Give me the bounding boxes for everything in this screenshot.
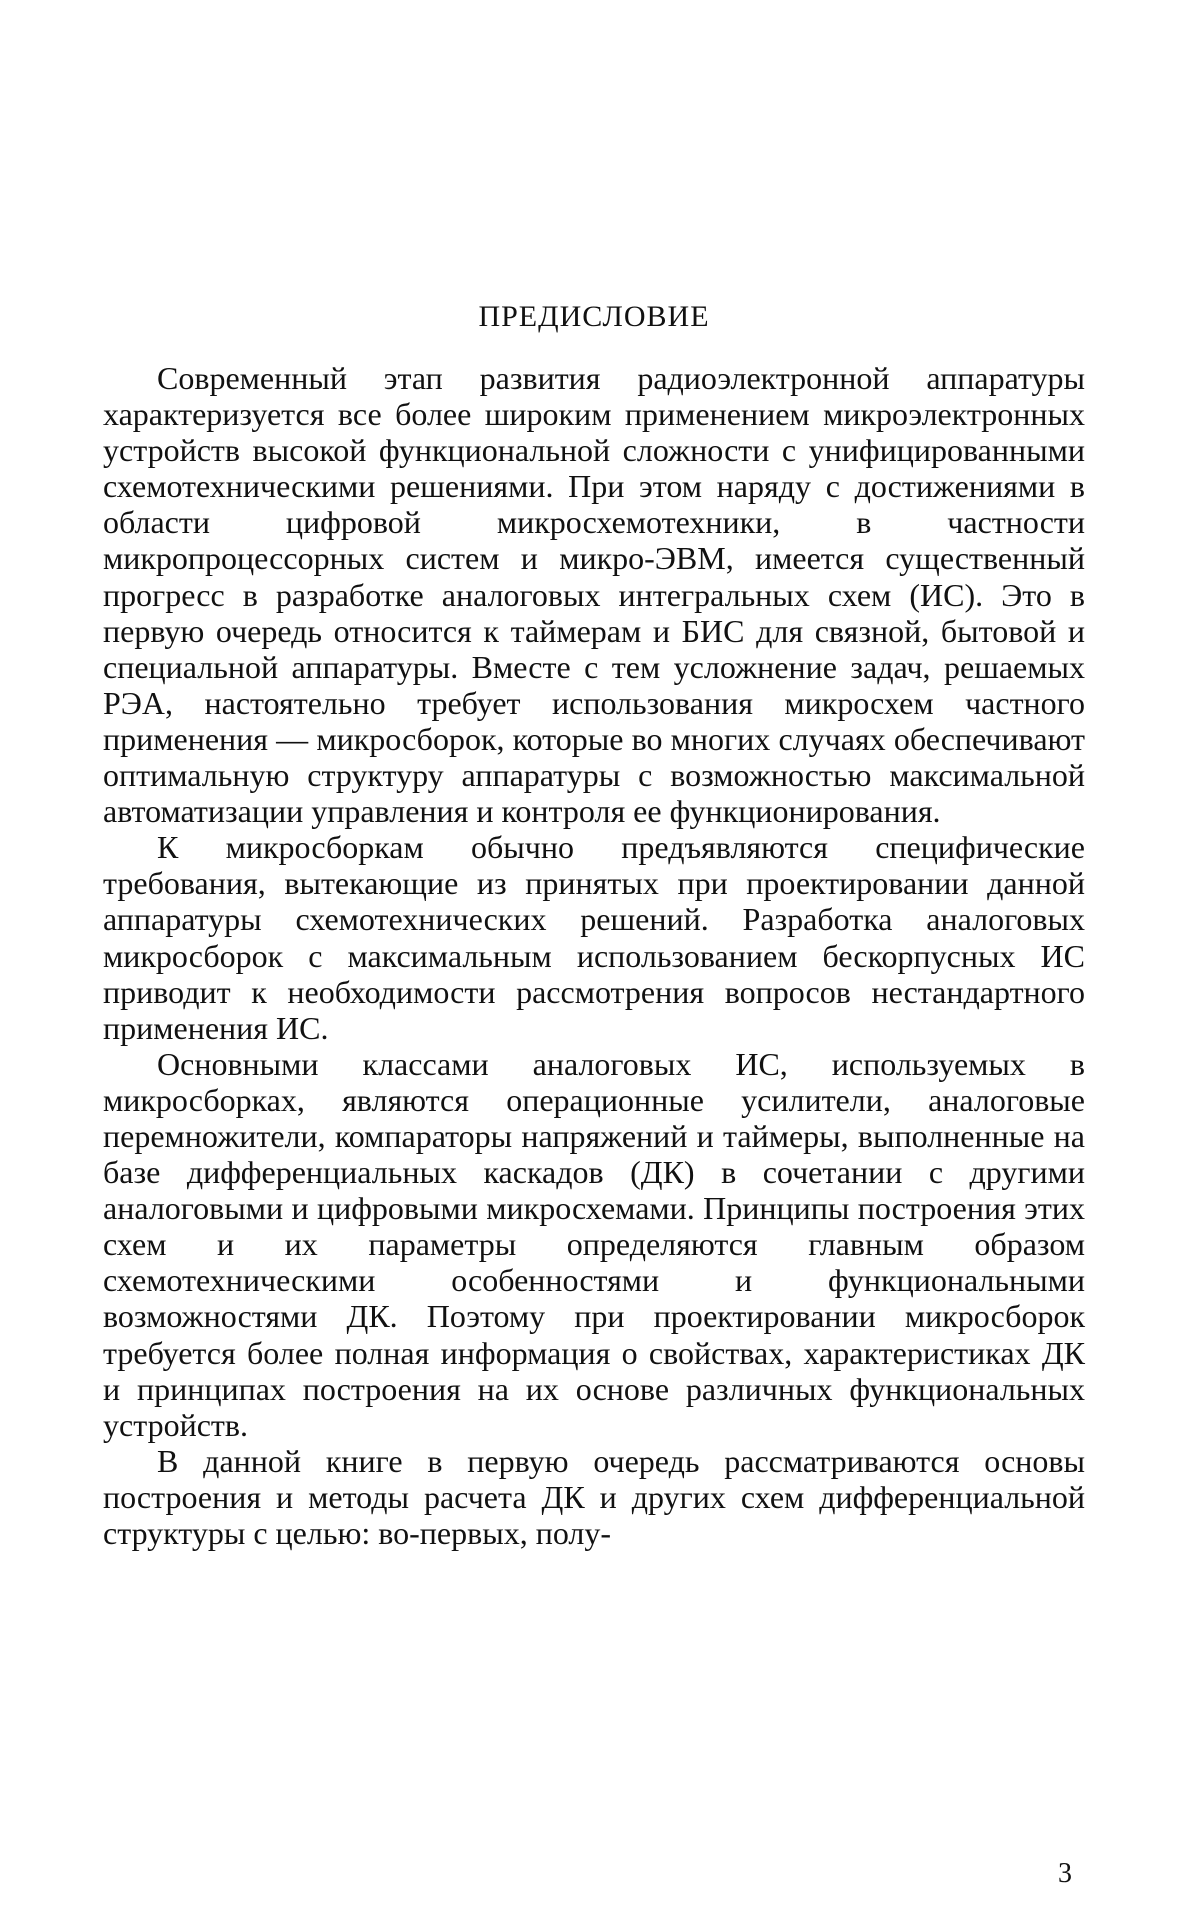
- page-title: ПРЕДИСЛОВИЕ: [478, 300, 710, 333]
- paragraph-1: Современный этап развития радиоэлектронной аппаратуры характеризуется все более широким применением микроэлектронных устройств высокой функциональной сложности с унифицированными схемотехническими решениями. При этом наряду с достижениями в области цифровой микросхемотехники, в частности микропроцессорных систем и микро-ЭВМ, имеется существенный прогресс в разработке аналоговых интегральных схем (ИС). Это в первую очередь относится к таймерам и БИС для связной, бытовой и специальной аппаратуры. Вместе с тем усложнение задач, решаемых РЭА, настоятельно требует использования микросхем частного применения — микросборок, которые во многих случаях обеспечивают оптимальную структуру аппаратуры с возможностью максимальной автоматизации управления и контроля ее функционирования.: [103, 360, 1085, 830]
- paragraph-3: Основными классами аналоговых ИС, используемых в микросборках, являются операционные усилители, аналоговые перемножители, компараторы напряжений и таймеры, выполненные на базе дифференциальных каскадов (ДК) в сочетании с другими аналоговыми и цифровыми микросхемами. Принципы построения этих схем и их параметры определяются главным образом схемотехническими особенностями и функциональными возможностями ДК. Поэтому при проектировании микросборок требуется более полная информация о свойствах, характеристиках ДК и принципах построения на их основе различных функциональных устройств.: [103, 1045, 1085, 1443]
- page-number: 3: [1058, 1858, 1072, 1889]
- paragraph-4: В данной книге в первую очередь рассматриваются основы построения и методы расчета ДК и других схем дифференциальной структуры с целью: во-первых, полу-: [103, 1442, 1085, 1551]
- document-page: [103, 300, 1085, 1551]
- paragraph-2: К микросборкам обычно предъявляются специфические требования, вытекающие из принятых при проектировании данной аппаратуры схемотехнических решений. Разработка аналоговых микросборок с максимальным использованием бескорпусных ИС приводит к необходимости рассмотрения вопросов нестандартного применения ИС.: [103, 829, 1085, 1046]
